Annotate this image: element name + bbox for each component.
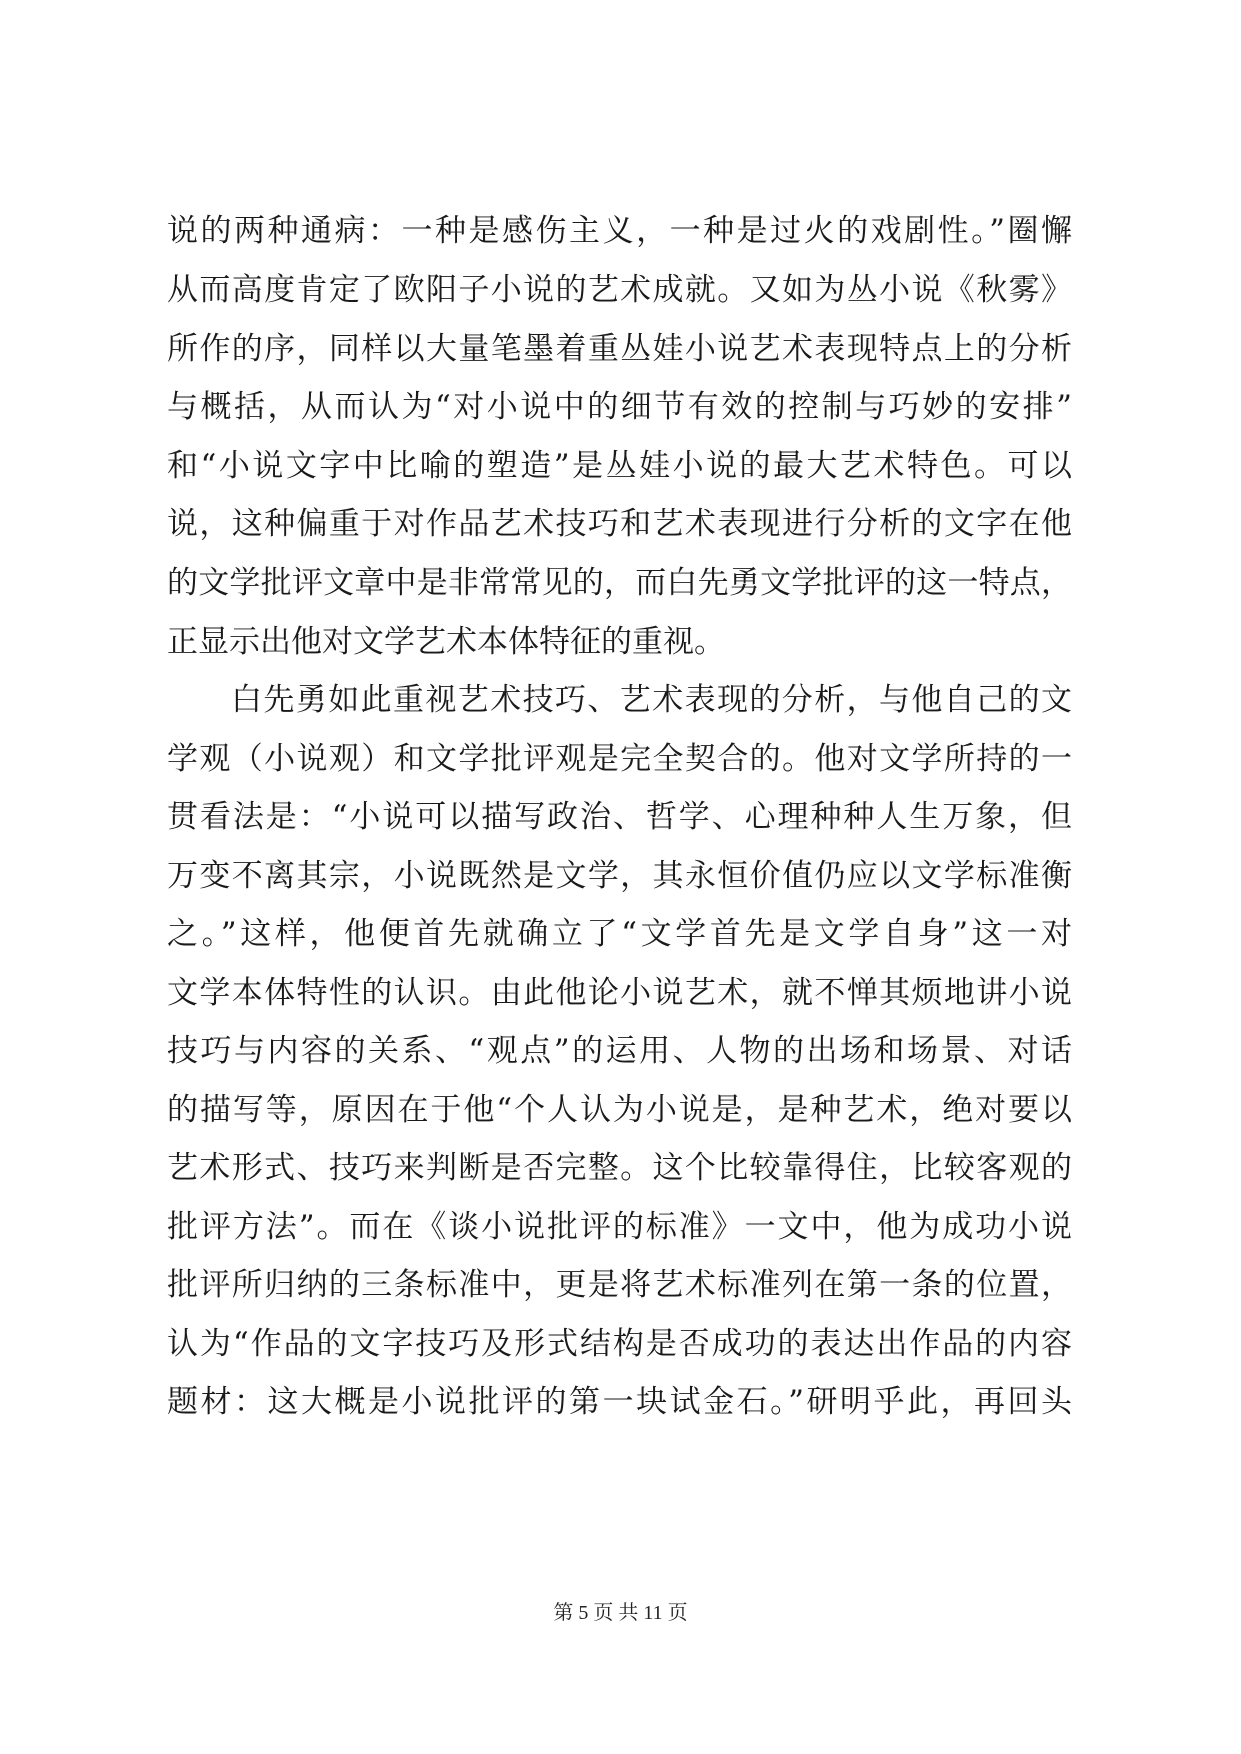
paragraph-2-line-9: 艺术形式、技巧来判断是否完整。这个比较靠得住，比较客观的	[167, 1150, 1072, 1186]
paragraph-1-line-1: 说的两种通病：一种是感伤主义，一种是过火的戏剧性。”圈懈	[167, 213, 1072, 249]
paragraph-1-line-6: 说，这种偏重于对作品艺术技巧和艺术表现进行分析的文字在他	[167, 506, 1072, 542]
paragraph-2-line-4: 万变不离其宗，小说既然是文学，其永恒价值仍应以文学标准衡	[167, 858, 1072, 894]
paragraph-1-line-2: 从而高度肯定了欧阳子小说的艺术成就。又如为丛小说《秋雾》	[167, 272, 1072, 308]
paragraph-2-line-3: 贯看法是：“小说可以描写政治、哲学、心理种种人生万象，但	[167, 799, 1072, 835]
paragraph-2-line-10: 批评方法”。而在《谈小说批评的标准》一文中，他为成功小说	[167, 1209, 1072, 1245]
paragraph-1-line-7: 的文学批评文章中是非常常见的，而白先勇文学批评的这一特点，	[167, 565, 1072, 601]
paragraph-2-line-1: 白先勇如此重视艺术技巧、艺术表现的分析，与他自己的文	[231, 682, 1072, 718]
paragraph-2-line-13: 题材：这大概是小说批评的第一块试金石。”研明乎此，再回头	[167, 1384, 1072, 1420]
paragraph-2-line-8: 的描写等，原因在于他“个人认为小说是，是种艺术，绝对要以	[167, 1092, 1072, 1128]
paragraph-1-line-5: 和“小说文字中比喻的塑造”是丛娃小说的最大艺术特色。可以	[167, 448, 1072, 484]
paragraph-1-line-3: 所作的序，同样以大量笔墨着重丛娃小说艺术表现特点上的分析	[167, 331, 1072, 367]
paragraph-1-line-4: 与概括，从而认为“对小说中的细节有效的控制与巧妙的安排”	[167, 389, 1072, 425]
paragraph-2-line-5: 之。”这样，他便首先就确立了“文学首先是文学自身”这一对	[167, 916, 1072, 952]
paragraph-2-line-2: 学观（小说观）和文学批评观是完全契合的。他对文学所持的一	[167, 741, 1072, 777]
paragraph-2-line-11: 批评所归纳的三条标准中，更是将艺术标准列在第一条的位置，	[167, 1267, 1072, 1303]
paragraph-2-line-7: 技巧与内容的关系、“观点”的运用、人物的出场和场景、对话	[167, 1033, 1072, 1069]
paragraph-2-line-6: 文学本体特性的认识。由此他论小说艺术，就不惮其烦地讲小说	[167, 975, 1072, 1011]
paragraph-2-line-12: 认为“作品的文字技巧及形式结构是否成功的表达出作品的内容	[167, 1326, 1072, 1362]
paragraph-1-line-8: 正显示出他对文学艺术本体特征的重视。	[167, 624, 725, 660]
page-number-footer: 第 5 页 共 11 页	[553, 1602, 688, 1624]
